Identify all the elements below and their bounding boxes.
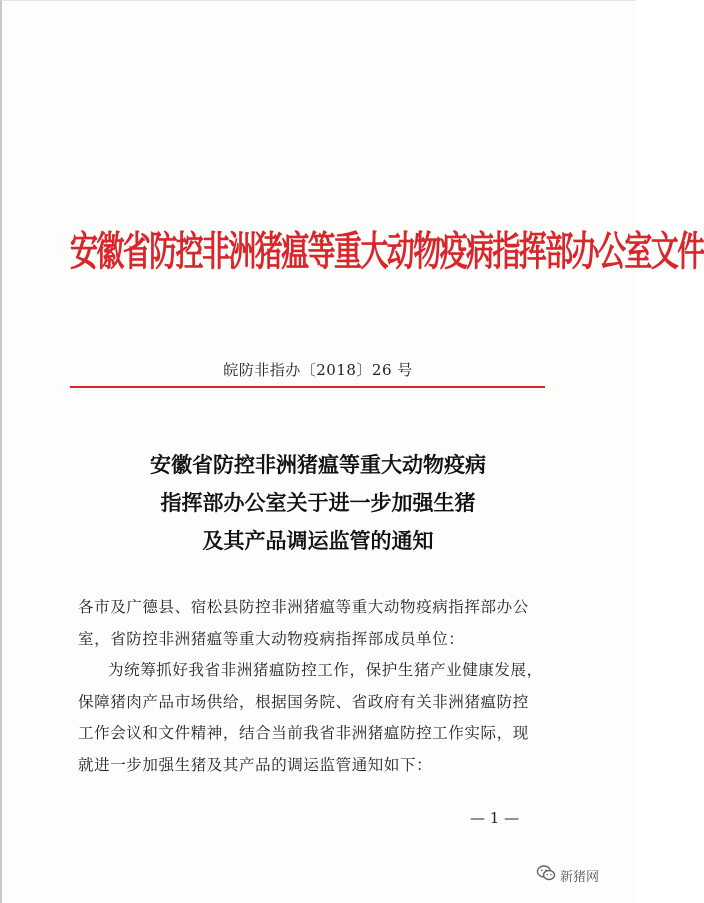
salutation-line: 室，省防控非洲猪瘟等重大动物疫病指挥部成员单位： — [78, 629, 465, 648]
paragraph-line: 保障猪肉产品市场供给，根据国务院、省政府有关非洲猪瘟防控 — [78, 692, 529, 711]
watermark-label: 新猪网 — [560, 869, 600, 885]
paragraph-line: 为统筹抓好我省非洲猪瘟防控工作，保护生猪产业健康发展， — [108, 661, 543, 679]
paragraph-line: 工作会议和文件精神，结合当前我省非洲猪瘟防控工作实际，现 — [78, 724, 529, 742]
red-header-title: 安徽省防控非洲猪瘟等重大动物疫病指挥部办公室文件 — [70, 227, 704, 276]
salutation-line: 各市及广德县、宿松县防控非洲猪瘟等重大动物疫病指挥部办公 — [78, 598, 529, 616]
body-text — [78, 592, 568, 781]
notice-title-line: 指挥部办公室关于进一步加强生猪 — [160, 490, 476, 515]
wechat-icon — [536, 864, 556, 886]
paragraph-line: 就进一步加强生猪及其产品的调运监管通知如下： — [78, 755, 433, 774]
notice-title-line: 安徽省防控非洲猪瘟等重大动物疫病 — [150, 452, 486, 477]
red-divider-line — [70, 386, 545, 388]
notice-title — [0, 446, 636, 560]
notice-title-line: 及其产品调运监管的通知 — [202, 528, 434, 553]
watermark — [536, 864, 599, 886]
page-number: — 1 — — [470, 809, 520, 827]
document-number: 皖防非指办〔2018〕26 号 — [223, 361, 413, 379]
